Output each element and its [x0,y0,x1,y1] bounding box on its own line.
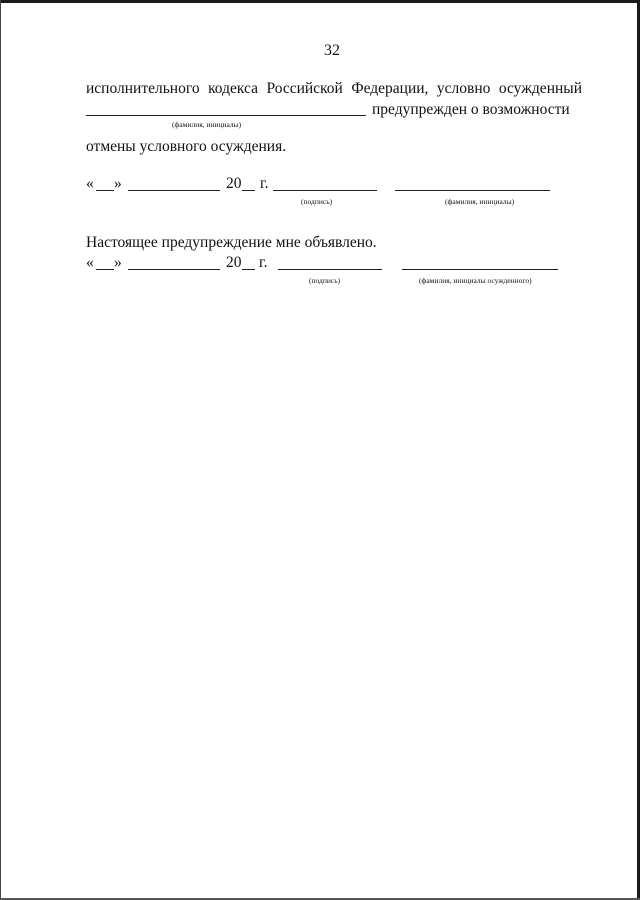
day-blank[interactable] [96,269,114,270]
year-prefix: 20 [226,175,242,192]
paragraph-line-1 [86,80,582,98]
page-border-left [0,0,1,900]
year-blank[interactable] [242,190,255,191]
paragraph-line-3: отмены условного осуждения. [86,138,287,155]
month-blank[interactable] [128,190,220,191]
date-quote-close: » [114,254,122,271]
word: Федерации, [351,80,429,97]
word: кодекса [208,80,258,97]
year-suffix: г. [260,175,269,192]
year-prefix: 20 [226,254,242,271]
officer-name-blank[interactable] [395,190,550,191]
convict-name-blank[interactable] [402,269,558,270]
month-blank[interactable] [128,269,220,270]
day-blank[interactable] [96,190,114,191]
date-quote-close: » [114,175,122,192]
year-suffix: г. [259,254,268,271]
page-border-top [0,0,640,3]
signature-blank[interactable] [273,190,377,191]
signature-caption: (подпись) [309,276,341,285]
convict-name-blank[interactable] [86,115,366,116]
word: Российской [266,80,343,97]
signature-blank[interactable] [278,269,382,270]
page-number: 32 [324,42,340,59]
date-quote-open: « [86,175,94,192]
word: условно [436,80,491,97]
signature-caption: (подпись) [301,197,333,206]
word: осужденный [498,80,582,97]
officer-name-caption: (фамилия, инициалы) [445,197,515,206]
convict-name-caption: (фамилия, инициалы осужденного) [419,276,532,285]
date-quote-open: « [86,254,94,271]
warned-text: предупрежден о возможности [372,101,570,118]
year-blank[interactable] [242,269,255,270]
announcement-text: Настоящее предупреждение мне объявлено. [86,234,377,251]
name-caption: (фамилия, инициалы) [172,120,242,129]
word: исполнительного [86,80,200,97]
